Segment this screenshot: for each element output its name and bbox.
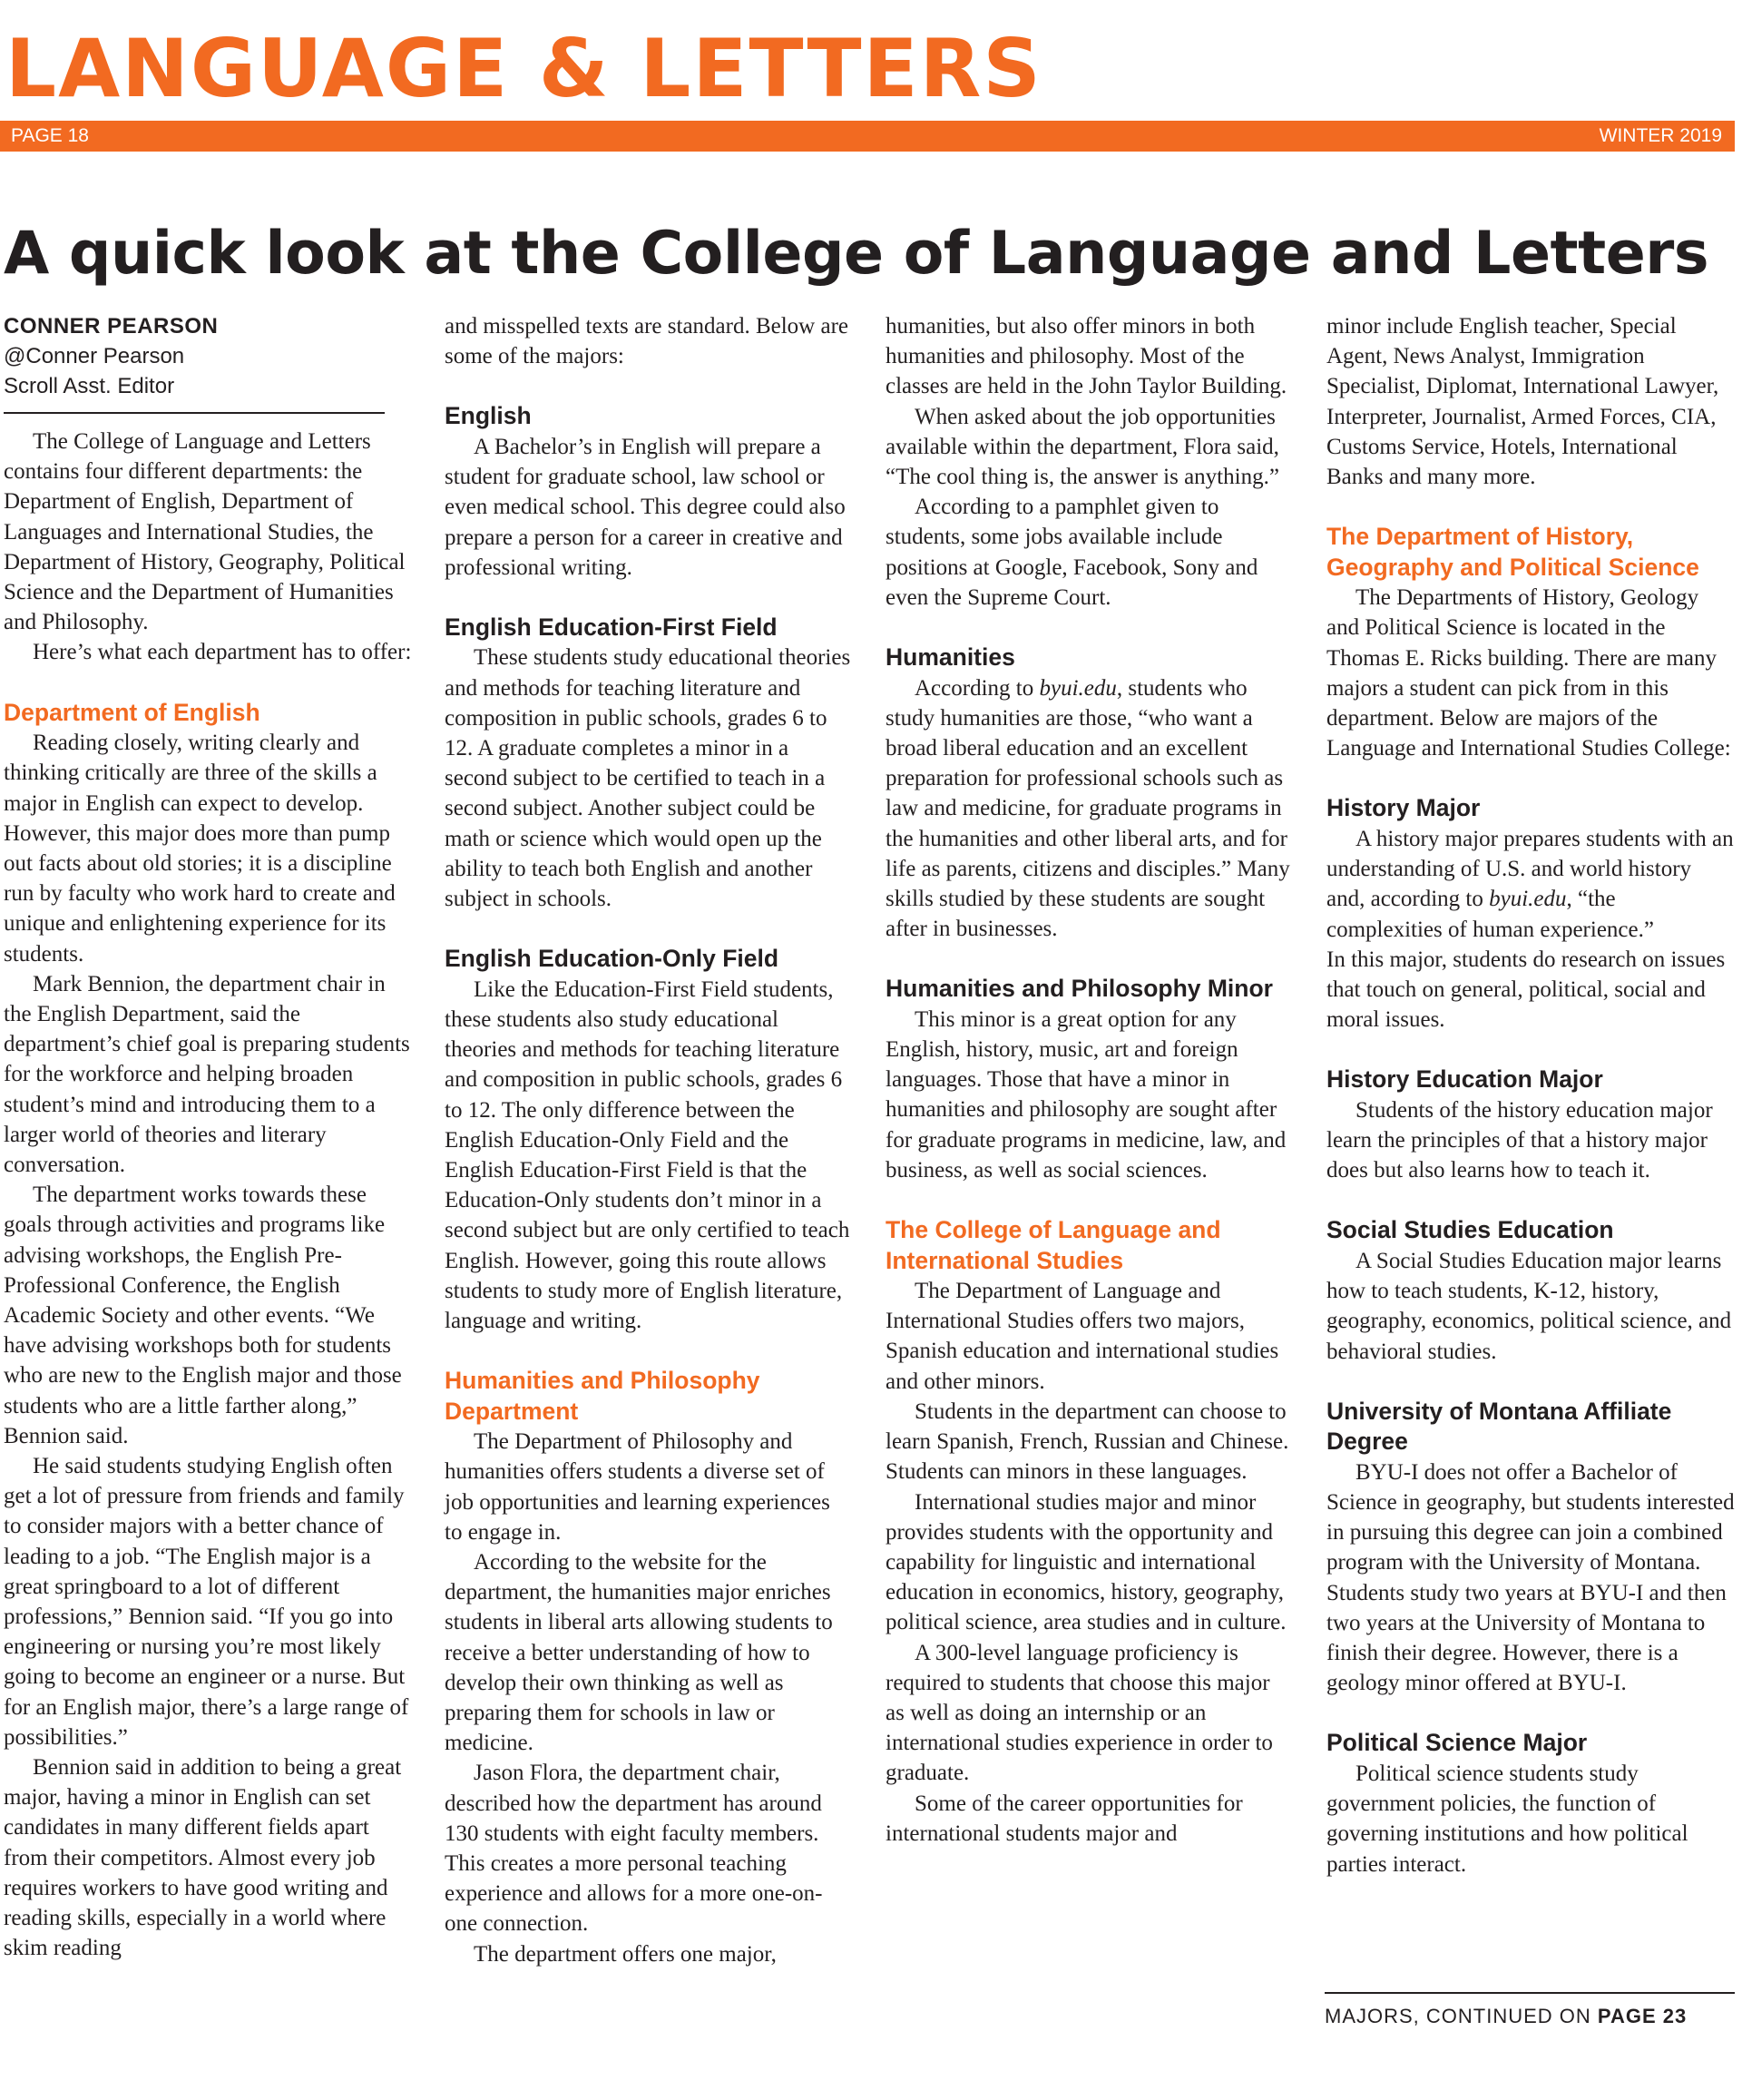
column-3 <box>886 311 1294 1849</box>
humanities-heading: Humanities <box>886 643 1015 672</box>
intro-paragraph: Here’s what each department has to offer: <box>33 640 412 665</box>
body-paragraph: The department offers one major, <box>474 1941 777 1967</box>
author-handle: @Conner Pearson <box>4 344 185 368</box>
issue-date: WINTER 2019 <box>1599 125 1722 146</box>
header-band <box>0 121 1735 152</box>
body-paragraph: humanities, but also offer minors in both humanities and philosophy. Most of the classes are held in the John Taylor Building. <box>886 314 1287 399</box>
body-paragraph: International studies major and minor provides students with the opportunity and capability for linguistic and international education in economics, history, geography, political science, area studies and in culture. <box>886 1489 1287 1635</box>
body-paragraph: In this major, students do research on issues that touch on general, political, social and moral issues. <box>1326 947 1726 1033</box>
body-paragraph: Mark Bennion, the department chair in the English Department, said the department’s chief goal is preparing students for the workforce and helping broaden student’s mind and introducing them to a larger world of theories and literary conversation. <box>4 971 410 1177</box>
headline: A quick look at the College of Language and Letters <box>4 219 1709 288</box>
body-paragraph: Bennion said in addition to being a great major, having a minor in English can set candidates in many different fields apart from their competitors. Almost every job requires workers to have good writing and reading skills, especially in a world where skim reading <box>4 1755 402 1961</box>
continued-note <box>1325 1992 1735 2028</box>
body-paragraph: Political science students study government policies, the function of governing institutions and how political parties interact. <box>1326 1761 1688 1877</box>
continued-page: PAGE 23 <box>1597 2005 1688 2027</box>
body-paragraph: The Departments of History, Geology and Political Science is located in the Thomas E. Ricks building. There are many majors a student can pick from in this department. Below are majors of the Language and International Studies College: <box>1326 585 1731 761</box>
column-4 <box>1326 311 1735 1879</box>
continued-label: MAJORS, CONTINUED ON <box>1325 2005 1598 2027</box>
english-heading: English <box>445 402 532 430</box>
author-role: Scroll Asst. Editor <box>4 374 175 398</box>
hum-phil-minor-heading: Humanities and Philosophy Minor <box>886 975 1273 1003</box>
body-paragraph: According to byui.edu, students who study humanities are those, “who want a broad liberal education and an excellent preparation for professional schools such as law and medicine, for graduate programs in the humanities and other liberal arts, and for life as parents, citizens and disciples.” Many skills studied by these students are sought after in businesses. <box>886 675 1290 942</box>
section-title: LANGUAGE & LETTERS <box>5 22 1042 115</box>
poli-sci-heading: Political Science Major <box>1326 1729 1588 1757</box>
body-paragraph: These students study educational theories and methods for teaching literature and composition in public schools, grades 6 to 12. A graduate completes a minor in a second subject to be certified to teach in a second subject. Another subject could be math or science which would open up the ability to teach both English and another subject in schools. <box>445 645 851 912</box>
body-paragraph: This minor is a great option for any English, history, music, art and foreign languages. Those that have a minor in humanities and philosophy are sought after for graduate programs in medicine, law, and business, as well as social sciences. <box>886 1006 1287 1182</box>
body-paragraph: A history major prepares students with an understanding of U.S. and world history and, according to byui.edu, “the complexities of human experience.” <box>1326 826 1734 942</box>
body-paragraph: and misspelled texts are standard. Below are some of the majors: <box>445 314 848 369</box>
ed-only-heading: English Education-Only Field <box>445 945 779 973</box>
byline <box>4 311 412 401</box>
body-paragraph: The Department of Philosophy and humanities offers students a diverse set of job opportunities and learning experiences to engage in. <box>445 1429 830 1545</box>
body-paragraph: According to the website for the department, the humanities major enriches students in liberal arts allowing students to receive a better understanding of how to develop their own thinking as well as preparing them for schools in law or medicine. <box>445 1550 833 1756</box>
column-1 <box>4 311 412 1963</box>
author-name: CONNER PEARSON <box>4 314 219 339</box>
body-paragraph: Jason Flora, the department chair, described how the department has around 130 students with eight faculty members. This creates a more personal teaching experience and allows for a more one-on-one connection. <box>445 1761 823 1937</box>
page-number: PAGE 18 <box>11 125 89 146</box>
body-paragraph: BYU-I does not offer a Bachelor of Science in geography, but students interested in pursuing this degree can join a combined program with the University of Montana. Students study two years at BYU-I and then two years at the University of Montana to finish their degree. However, there is a geology minor offered at BYU-I. <box>1326 1459 1735 1696</box>
body-paragraph: Students in the department can choose to learn Spanish, French, Russian and Chinese. Students can minors in these languages. <box>886 1398 1289 1485</box>
body-paragraph: minor include English teacher, Special Agent, News Analyst, Immigration Specialist, Diplomat, International Lawyer, Interpreter, Journalist, Armed Forces, CIA, Customs Service, Hotels, International Banks and many more. <box>1326 314 1719 490</box>
body-paragraph: Some of the career opportunities for international students major and <box>886 1791 1243 1846</box>
ed-first-heading: English Education-First Field <box>445 613 778 641</box>
montana-heading: University of Montana Affiliate Degree <box>1326 1397 1672 1456</box>
hum-phil-dept-heading: Humanities and Philosophy Department <box>445 1367 760 1425</box>
body-paragraph: When asked about the job opportunities available within the department, Flora said, “The cool thing is, the answer is anything.” <box>886 404 1279 490</box>
history-major-heading: History Major <box>1326 794 1481 822</box>
byline-divider <box>4 412 385 414</box>
body-paragraph: A Social Studies Education major learns how to teach students, K-12, history, geography, economics, political science, and behavioral studies. <box>1326 1248 1732 1364</box>
body-paragraph: A Bachelor’s in English will prepare a student for graduate school, law school or even medical school. This degree could also prepare a person for a career in creative and professional writing. <box>445 434 846 580</box>
intro-paragraph: The College of Language and Letters contains four different departments: the Department of English, Department of Languages and International Studies, the Department of History, Geography, Political Science and the Department of Humanities and Philosophy. <box>4 429 406 635</box>
column-2 <box>445 311 853 1969</box>
body-paragraph: He said students studying English often get a lot of pressure from friends and family to consider majors with a better chance of leading to a job. “The English major is a great springboard to a lot of different professions,” Bennion said. “If you go into engineering or nursing you’re most likely going to become an engineer or a nurse. But for an English major, there’s a large range of possibilities.” <box>4 1454 409 1750</box>
body-paragraph: A 300-level language proficiency is required to students that choose this major as well as doing an internship or an international studies experience in order to graduate. <box>886 1640 1273 1786</box>
body-paragraph: The Department of Language and International Studies offers two majors, Spanish education and international studies and other minors. <box>886 1279 1279 1394</box>
history-ed-heading: History Education Major <box>1326 1065 1603 1094</box>
body-paragraph: The department works towards these goals through activities and programs like advising workshops, the English Pre-Professional Conference, the English Academic Society and other events. “We have advising workshops both for students who are new to the English major and those students who are a little farther along,” Bennion said. <box>4 1182 402 1448</box>
body-paragraph: Reading closely, writing clearly and thinking critically are three of the skills a major in English can expect to develop. However, this major does more than pump out facts about old stories; it is a discipline run by faculty who work hard to create and unique and enlightening experience for its students. <box>4 731 396 967</box>
body-paragraph: According to a pamphlet given to students, some jobs available include positions at Google, Facebook, Sony and even the Supreme Court. <box>886 495 1258 610</box>
body-paragraph: Students of the history education major learn the principles of that a history major does but also learns how to teach it. <box>1326 1097 1713 1183</box>
social-studies-heading: Social Studies Education <box>1326 1216 1614 1244</box>
history-dept-heading: The Department of History, Geography and Political Science <box>1326 523 1699 581</box>
body-paragraph: Like the Education-First Field students, these students also study educational theories and methods for teaching literature and composition in public schools, grades 6 to 12. The only difference between the English Education-Only Field and the English Education-First Field is that the Education-Only students don’t minor in a second subject but are only certified to teach English. However, going this route allows students to study more of English literature, language and writing. <box>445 976 850 1333</box>
lang-intl-heading: The College of Language and International Studies <box>886 1216 1221 1274</box>
dept-english-heading: Department of English <box>4 698 260 726</box>
